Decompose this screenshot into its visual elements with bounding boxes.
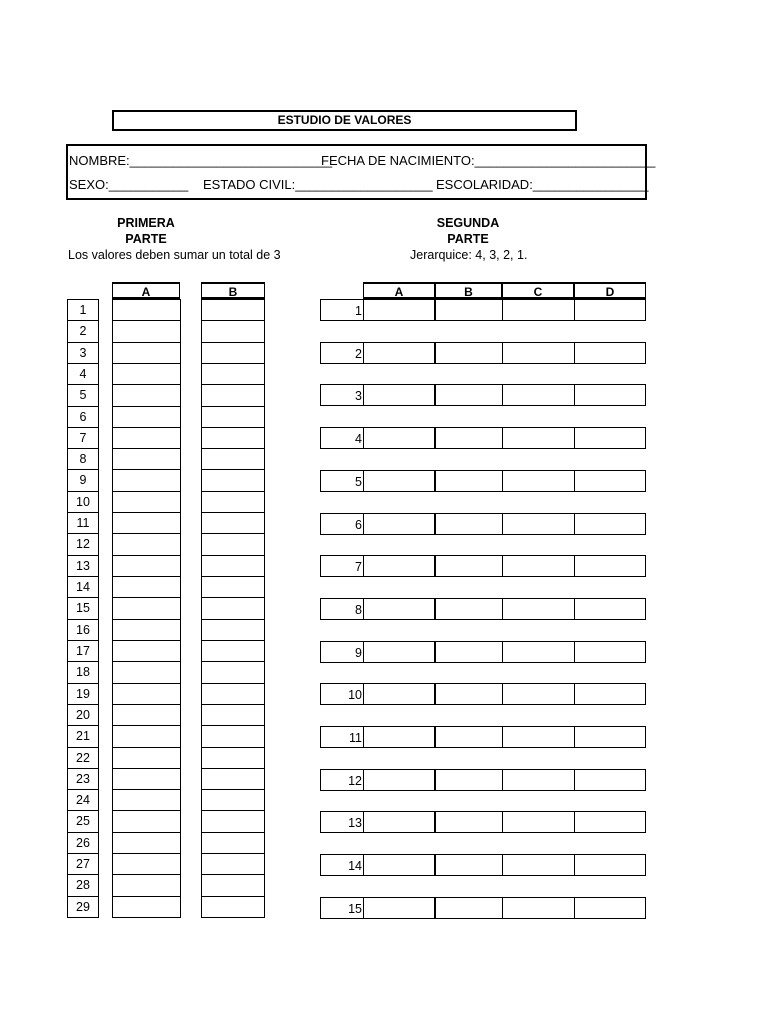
part1-row-number: 4	[67, 363, 99, 385]
part1-answer-cell-b[interactable]	[201, 427, 265, 449]
part1-row-number: 27	[67, 853, 99, 875]
part2-answer-cell-b[interactable]	[435, 342, 503, 364]
part1-answer-cell-b[interactable]	[201, 299, 265, 321]
part1-answer-cell-b[interactable]	[201, 469, 265, 492]
part2-answer-cell-d[interactable]	[574, 897, 646, 919]
part1-answer-cell-a[interactable]	[112, 469, 181, 492]
part1-answer-cell-a[interactable]	[112, 320, 181, 343]
part1-row-number: 14	[67, 576, 99, 598]
part1-answer-cell-a[interactable]	[112, 299, 181, 321]
part1-heading-line2: PARTE	[125, 232, 167, 246]
part2-answer-cell-b[interactable]	[435, 598, 503, 620]
part2-answer-cell-d[interactable]	[574, 513, 646, 535]
part1-answer-cell-a[interactable]	[112, 576, 181, 598]
part2-row-number: 15	[320, 897, 364, 919]
part2-answer-cell-a[interactable]	[363, 854, 435, 876]
part1-answer-cell-b[interactable]	[201, 512, 265, 534]
part2-answer-cell-c[interactable]	[502, 513, 575, 535]
part1-answer-cell-b[interactable]	[201, 832, 265, 854]
part1-row-number: 20	[67, 704, 99, 726]
part2-instructions: Jerarquice: 4, 3, 2, 1.	[410, 248, 528, 262]
part2-row-number: 10	[320, 683, 364, 705]
part2-answer-cell-d[interactable]	[574, 598, 646, 620]
part1-row-number: 15	[67, 597, 99, 620]
part2-row-number: 5	[320, 470, 364, 492]
part2-answer-cell-c[interactable]	[502, 342, 575, 364]
part1-row-number: 2	[67, 320, 99, 343]
part2-answer-cell-b[interactable]	[435, 769, 503, 791]
part1-answer-cell-b[interactable]	[201, 789, 265, 811]
part2-answer-cell-a[interactable]	[363, 470, 435, 492]
part1-answer-cell-a[interactable]	[112, 704, 181, 726]
part1-row-number: 26	[67, 832, 99, 854]
part2-answer-cell-c[interactable]	[502, 427, 575, 449]
part2-column-header: B	[435, 282, 502, 299]
part1-answer-cell-b[interactable]	[201, 640, 265, 662]
part1-answer-cell-b[interactable]	[201, 810, 265, 833]
part2-answer-cell-b[interactable]	[435, 683, 503, 705]
part1-answer-cell-a[interactable]	[112, 597, 181, 620]
part1-row-number: 28	[67, 874, 99, 897]
part2-answer-cell-c[interactable]	[502, 769, 575, 791]
part1-answer-cell-b[interactable]	[201, 683, 265, 705]
escolaridad-field[interactable]: ESCOLARIDAD:________________	[436, 177, 649, 192]
part2-answer-cell-d[interactable]	[574, 811, 646, 833]
part1-row-number: 6	[67, 406, 99, 428]
part1-answer-cell-a[interactable]	[112, 683, 181, 705]
part1-answer-cell-b[interactable]	[201, 342, 265, 364]
part1-answer-cell-a[interactable]	[112, 491, 181, 513]
part1-answer-cell-b[interactable]	[201, 619, 265, 641]
part1-answer-cell-a[interactable]	[112, 555, 181, 577]
part2-column-header: D	[574, 282, 646, 299]
part1-answer-cell-a[interactable]	[112, 747, 181, 769]
part2-answer-cell-d[interactable]	[574, 555, 646, 577]
part2-answer-cell-b[interactable]	[435, 513, 503, 535]
part1-answer-cell-b[interactable]	[201, 533, 265, 556]
part2-answer-cell-a[interactable]	[363, 726, 435, 748]
part1-answer-cell-b[interactable]	[201, 768, 265, 790]
part1-row-number: 13	[67, 555, 99, 577]
part2-answer-cell-b[interactable]	[435, 811, 503, 833]
part2-row-number: 7	[320, 555, 364, 577]
part2-answer-cell-c[interactable]	[502, 641, 575, 663]
part2-answer-cell-d[interactable]	[574, 470, 646, 492]
part1-column-header: A	[112, 282, 180, 299]
part2-answer-cell-b[interactable]	[435, 726, 503, 748]
part1-answer-cell-b[interactable]	[201, 853, 265, 875]
estado-civil-field[interactable]: ESTADO CIVIL:___________________	[203, 177, 433, 192]
part2-row-number: 13	[320, 811, 364, 833]
part2-answer-cell-b[interactable]	[435, 299, 503, 321]
part2-answer-cell-b[interactable]	[435, 470, 503, 492]
part2-answer-cell-a[interactable]	[363, 555, 435, 577]
part2-row-number: 9	[320, 641, 364, 663]
part2-answer-cell-c[interactable]	[502, 854, 575, 876]
part1-row-number: 16	[67, 619, 99, 641]
nombre-field[interactable]: NOMBRE:____________________________	[69, 153, 333, 168]
part1-row-number: 10	[67, 491, 99, 513]
part2-row-number: 14	[320, 854, 364, 876]
part1-answer-cell-b[interactable]	[201, 555, 265, 577]
part1-answer-cell-a[interactable]	[112, 342, 181, 364]
part1-answer-cell-a[interactable]	[112, 384, 181, 407]
part2-answer-cell-c[interactable]	[502, 811, 575, 833]
part2-column-header: A	[363, 282, 435, 299]
part1-answer-cell-b[interactable]	[201, 704, 265, 726]
part2-answer-cell-c[interactable]	[502, 470, 575, 492]
part1-row-number: 29	[67, 896, 99, 918]
part2-answer-cell-a[interactable]	[363, 513, 435, 535]
form-title: ESTUDIO DE VALORES	[112, 110, 577, 131]
part1-answer-cell-a[interactable]	[112, 768, 181, 790]
part2-row-number: 4	[320, 427, 364, 449]
part2-answer-cell-d[interactable]	[574, 769, 646, 791]
part1-row-number: 9	[67, 469, 99, 492]
part2-answer-cell-a[interactable]	[363, 384, 435, 406]
part2-answer-cell-d[interactable]	[574, 854, 646, 876]
part1-column-header: B	[201, 282, 265, 299]
part2-answer-cell-a[interactable]	[363, 427, 435, 449]
part1-row-number: 5	[67, 384, 99, 407]
part1-answer-cell-a[interactable]	[112, 725, 181, 748]
part1-answer-cell-a[interactable]	[112, 406, 181, 428]
part2-row-number: 2	[320, 342, 364, 364]
part1-row-number: 23	[67, 768, 99, 790]
fecha-nacimiento-field[interactable]: FECHA DE NACIMIENTO:_________________________	[321, 153, 656, 168]
part2-answer-cell-a[interactable]	[363, 811, 435, 833]
part1-answer-cell-b[interactable]	[201, 576, 265, 598]
part1-answer-cell-b[interactable]	[201, 406, 265, 428]
part1-row-number: 17	[67, 640, 99, 662]
part2-answer-cell-a[interactable]	[363, 299, 435, 321]
part1-answer-cell-b[interactable]	[201, 597, 265, 620]
part2-answer-cell-a[interactable]	[363, 342, 435, 364]
part2-answer-cell-b[interactable]	[435, 384, 503, 406]
part2-row-number: 6	[320, 513, 364, 535]
part2-answer-cell-b[interactable]	[435, 555, 503, 577]
part1-answer-cell-b[interactable]	[201, 448, 265, 470]
part1-answer-cell-b[interactable]	[201, 320, 265, 343]
part2-answer-cell-c[interactable]	[502, 598, 575, 620]
part2-answer-cell-d[interactable]	[574, 342, 646, 364]
part1-row-number: 8	[67, 448, 99, 470]
part1-row-number: 3	[67, 342, 99, 364]
part2-heading-line2: PARTE	[447, 232, 489, 246]
part1-instructions: Los valores deben sumar un total de 3	[68, 248, 281, 262]
part2-answer-cell-a[interactable]	[363, 683, 435, 705]
part1-answer-cell-a[interactable]	[112, 874, 181, 897]
part2-answer-cell-d[interactable]	[574, 299, 646, 321]
part1-answer-cell-b[interactable]	[201, 747, 265, 769]
part2-answer-cell-a[interactable]	[363, 769, 435, 791]
part1-row-number: 19	[67, 683, 99, 705]
part2-answer-cell-b[interactable]	[435, 897, 503, 919]
part2-answer-cell-c[interactable]	[502, 384, 575, 406]
personal-info-box	[66, 144, 656, 200]
part1-row-number: 1	[67, 299, 99, 321]
part1-answer-cell-a[interactable]	[112, 512, 181, 534]
part1-answer-cell-a[interactable]	[112, 640, 181, 662]
part2-row-number: 11	[320, 726, 364, 748]
part2-column-header: C	[502, 282, 574, 299]
part2-answer-cell-b[interactable]	[435, 854, 503, 876]
part1-answer-cell-a[interactable]	[112, 789, 181, 811]
part1-answer-cell-a[interactable]	[112, 427, 181, 449]
part2-row-number: 3	[320, 384, 364, 406]
part2-answer-cell-d[interactable]	[574, 641, 646, 663]
part1-answer-cell-a[interactable]	[112, 533, 181, 556]
part2-answer-cell-c[interactable]	[502, 683, 575, 705]
part2-row-number: 8	[320, 598, 364, 620]
part2-answer-cell-d[interactable]	[574, 427, 646, 449]
part1-answer-cell-b[interactable]	[201, 661, 265, 684]
part2-answer-cell-b[interactable]	[435, 641, 503, 663]
part1-answer-cell-b[interactable]	[201, 896, 265, 918]
part2-heading-line1: SEGUNDA	[436, 216, 500, 230]
part1-answer-cell-b[interactable]	[201, 491, 265, 513]
part2-answer-cell-d[interactable]	[574, 726, 646, 748]
part1-row-number: 22	[67, 747, 99, 769]
part1-row-number: 7	[67, 427, 99, 449]
part1-row-number: 12	[67, 533, 99, 556]
part2-answer-cell-d[interactable]	[574, 683, 646, 705]
part1-answer-cell-a[interactable]	[112, 661, 181, 684]
part2-answer-cell-d[interactable]	[574, 384, 646, 406]
part1-row-number: 25	[67, 810, 99, 833]
part2-answer-cell-a[interactable]	[363, 598, 435, 620]
part2-answer-cell-c[interactable]	[502, 897, 575, 919]
part2-answer-cell-c[interactable]	[502, 726, 575, 748]
part2-answer-cell-a[interactable]	[363, 641, 435, 663]
part2-answer-cell-c[interactable]	[502, 555, 575, 577]
part1-answer-cell-a[interactable]	[112, 448, 181, 470]
part1-answer-cell-b[interactable]	[201, 725, 265, 748]
part2-answer-cell-b[interactable]	[435, 427, 503, 449]
part1-row-number: 21	[67, 725, 99, 748]
part1-answer-cell-a[interactable]	[112, 896, 181, 918]
part1-row-number: 18	[67, 661, 99, 684]
part1-heading-line1: PRIMERA	[117, 216, 175, 230]
part2-row-number: 1	[320, 299, 364, 321]
part1-answer-cell-b[interactable]	[201, 874, 265, 897]
part1-answer-cell-a[interactable]	[112, 363, 181, 385]
part1-row-number: 24	[67, 789, 99, 811]
part1-answer-cell-a[interactable]	[112, 619, 181, 641]
part1-row-number: 11	[67, 512, 99, 534]
part1-answer-cell-b[interactable]	[201, 363, 265, 385]
part2-answer-cell-c[interactable]	[502, 299, 575, 321]
sexo-field[interactable]: SEXO:___________	[69, 177, 189, 192]
part1-answer-cell-a[interactable]	[112, 810, 181, 833]
part1-answer-cell-b[interactable]	[201, 384, 265, 407]
part1-answer-cell-a[interactable]	[112, 853, 181, 875]
part2-row-number: 12	[320, 769, 364, 791]
part1-answer-cell-a[interactable]	[112, 832, 181, 854]
part2-answer-cell-a[interactable]	[363, 897, 435, 919]
